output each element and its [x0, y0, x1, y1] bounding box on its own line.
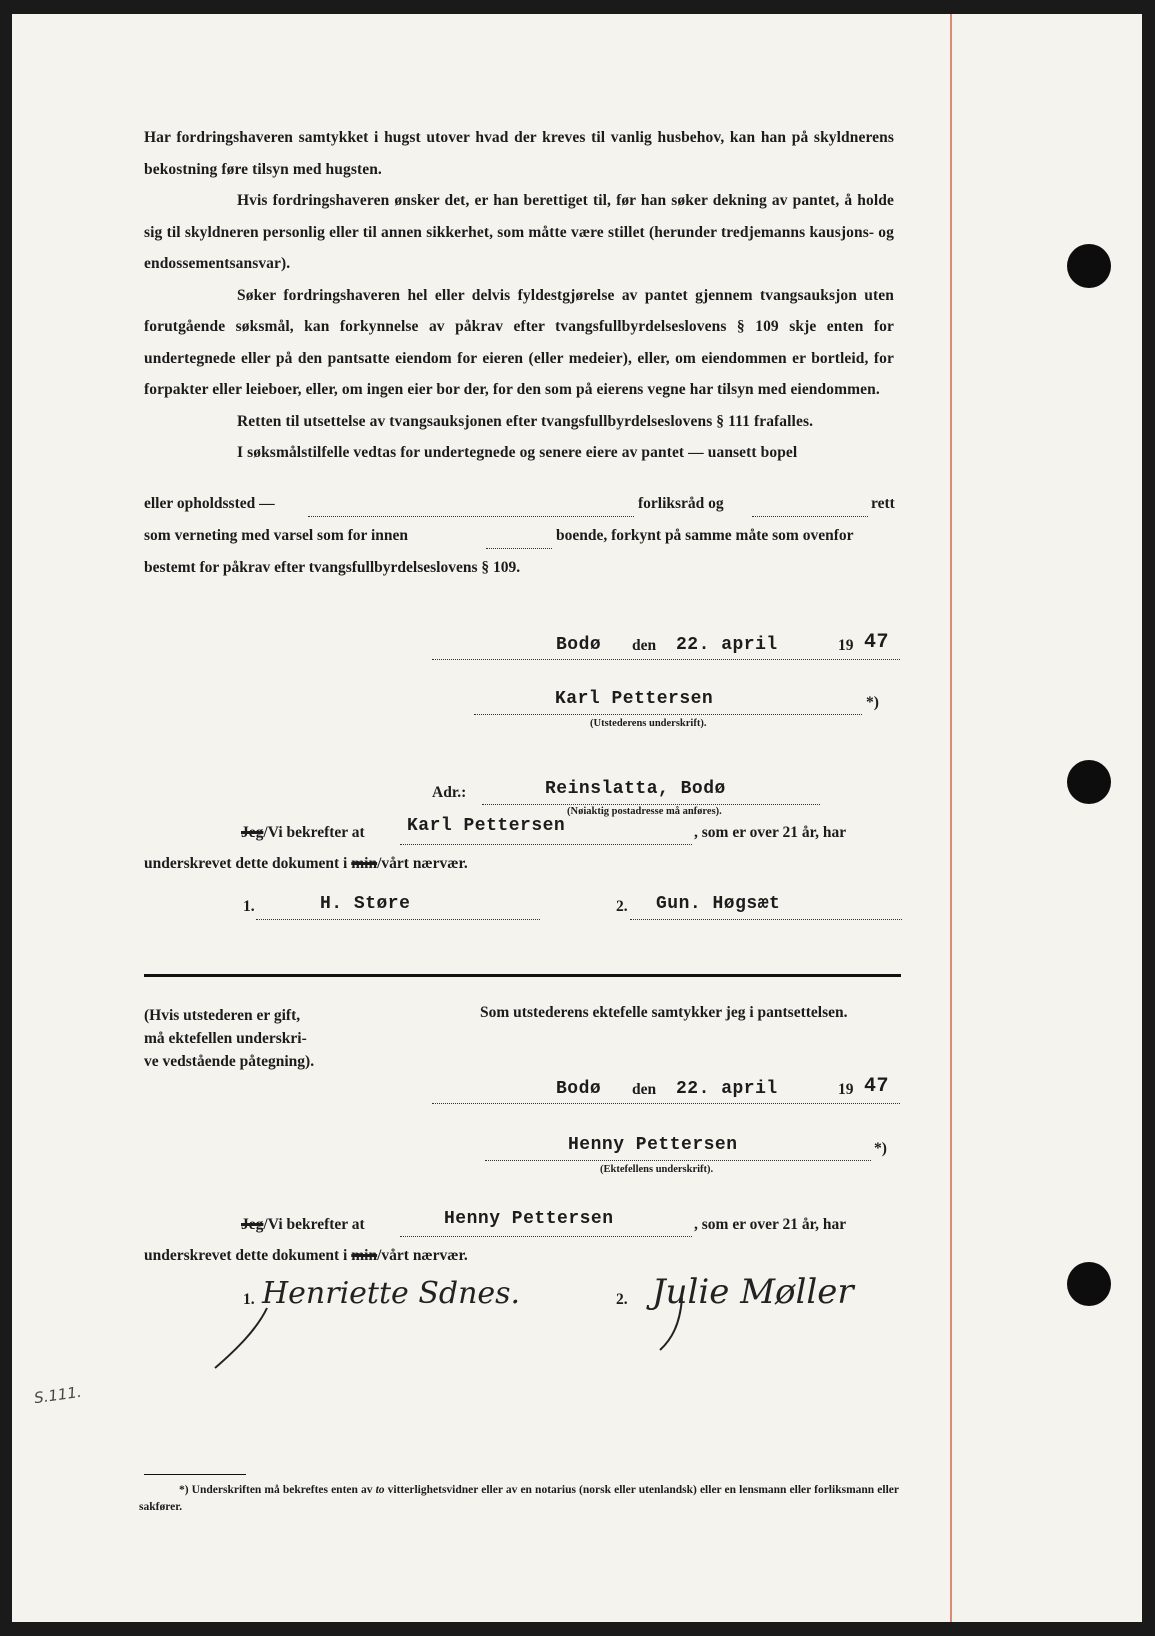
- struck-jeg: Jeg: [241, 824, 264, 841]
- witness1-line: [256, 919, 540, 920]
- struck-min: min: [351, 855, 378, 872]
- footnote: [139, 1482, 899, 1516]
- spouse-den-label: den: [632, 1081, 657, 1098]
- paragraph-tvangsauksjon: Søker fordringshaveren hel eller delvis fyldestgjørelse av pantet gjennem tvangsauksjon uten forutgående søksmål, kan forkynnelse av påkrav efter tvangsfullbyrdelseslovens § 109 skje enten for undertegnede eller på den pantsatte eiendom for eieren (eller medeier), eller, om eiendommen er bortleid, for forpakter eller leieboer, eller, om ingen eier bor der, for den som på eierens vegne har tilsyn med eiendommen.: [144, 286, 894, 398]
- spouse-footnote-mark: *): [874, 1140, 887, 1157]
- witness2-number: 2.: [616, 898, 628, 915]
- spouse-confirm-prefix: [241, 1216, 365, 1234]
- witness1-number: 1.: [243, 898, 255, 915]
- verneting-line2-b: boende, forkynt på samme måte som ovenfor: [556, 527, 854, 544]
- issuer-confirm-line: [400, 844, 692, 845]
- spouse-date-line: [432, 1103, 900, 1104]
- margin-pencil-note: S.111.: [32, 1382, 83, 1408]
- margin-rule: [950, 14, 952, 1622]
- body-text: [144, 122, 894, 469]
- paragraph-hugst: Har fordringshaveren samtykket i hugst utover hvad der kreves til vanlig husbehov, kan han på skyldnerens bekostning føre tilsyn med hugsten.: [144, 129, 894, 178]
- signature-flourish: [207, 1304, 277, 1374]
- line2-rest: /vårt nærvær.: [377, 855, 468, 872]
- issuer-footnote-mark: *): [866, 694, 879, 711]
- issuer-address: Reinslatta, Bodø: [545, 779, 726, 799]
- paragraph-personlig: Hvis fordringshaveren ønsker det, er han berettiget til, før han søker dekning av pantet, å holde sig til skyldneren personlig eller til annen sikkerhet, som måtte være stillet (herunder tredjemanns kausjons- og endossementsansvar).: [144, 192, 894, 272]
- line2-text: underskrevet dette dokument i: [144, 1247, 352, 1264]
- document-page: [12, 14, 1142, 1622]
- verneting-line3: bestemt for påkrav efter tvangsfullbyrdelseslovens § 109.: [144, 559, 521, 576]
- section-divider: [144, 974, 901, 977]
- paragraph-soksmal: I søksmålstilfelle vedtas for undertegnede og senere eiere av pantet — uansett bopel: [237, 444, 798, 461]
- punch-hole: [1067, 1262, 1111, 1306]
- footnote-italic: to: [375, 1484, 385, 1496]
- footnote-text-a: *) Underskriften må bekreftes enten av: [179, 1484, 376, 1496]
- address-caption: (Nøiaktig postadresse må anføres).: [567, 806, 722, 817]
- line2-text: underskrevet dette dokument i: [144, 855, 352, 872]
- witness1-name: H. Støre: [320, 894, 411, 914]
- spouse-witness1-number: 1.: [243, 1291, 255, 1308]
- spouse-witness2-signature: Julie Møller: [652, 1272, 854, 1312]
- spouse-witness1-signature: Henriette Sdnes.: [262, 1276, 521, 1311]
- spouse-date: 22. april: [676, 1079, 778, 1099]
- issuer-place: Bodø: [556, 635, 602, 655]
- spouse-witness2-number: 2.: [616, 1291, 628, 1308]
- witness2-line: [630, 919, 902, 920]
- punch-hole: [1067, 760, 1111, 804]
- spouse-note: [144, 1004, 314, 1073]
- spouse-name: Henny Pettersen: [568, 1135, 738, 1155]
- paragraph-utsettelse: Retten til utsettelse av tvangsauksjonen efter tvangsfullbyrdelseslovens § 111 frafalles.: [237, 412, 814, 430]
- witness2-name: Gun. Høgsæt: [656, 894, 781, 914]
- address-label: Adr.:: [432, 784, 467, 801]
- issuer-den-label: den: [632, 637, 657, 654]
- issuer-year-suffix: 47: [864, 631, 890, 654]
- punch-hole: [1067, 244, 1111, 288]
- spouse-note-line3: ve vedstående påtegning).: [144, 1053, 315, 1070]
- verneting-line1-b: forliksråd og: [638, 495, 724, 512]
- issuer-year-prefix: 19: [838, 637, 854, 654]
- issuer-date: 22. april: [676, 635, 778, 655]
- spouse-confirm-line2: [144, 1247, 468, 1265]
- rett-blank: [752, 516, 868, 517]
- footnote-rule: [144, 1474, 246, 1475]
- spouse-confirm-suffix: , som er over 21 år, har: [694, 1216, 847, 1233]
- verneting-line1-c: rett: [871, 495, 895, 512]
- spouse-year-suffix: 47: [864, 1075, 890, 1098]
- issuer-confirm-line2: [144, 855, 468, 873]
- issuer-confirm-suffix: , som er over 21 år, har: [694, 824, 847, 841]
- struck-min: min: [351, 1247, 378, 1264]
- forliksrad-blank: [308, 516, 634, 517]
- issuer-confirm-name: Karl Pettersen: [407, 816, 566, 836]
- address-line: [482, 804, 820, 805]
- spouse-consent: Som utstederens ektefelle samtykker jeg i pantsettelsen.: [480, 1004, 848, 1021]
- footnote-text-b: vitterlighetsvidner eller av en notarius (norsk eller utenlandsk) eller en lensmann eller forliksmann eller sakfører.: [139, 1484, 899, 1513]
- issuer-signature-line: [474, 714, 862, 715]
- signature-flourish: [652, 1294, 692, 1354]
- spouse-confirm-line: [400, 1236, 692, 1237]
- innen-blank: [486, 548, 552, 549]
- verneting-line2-a: som verneting med varsel som for innen: [144, 527, 409, 544]
- verneting-line1-a: eller opholdssted —: [144, 495, 275, 512]
- confirm-text: /Vi bekrefter at: [263, 824, 365, 841]
- spouse-signature-line: [485, 1160, 871, 1161]
- issuer-name: Karl Pettersen: [555, 689, 714, 709]
- issuer-confirm-prefix: [241, 824, 365, 842]
- spouse-year-prefix: 19: [838, 1081, 854, 1098]
- issuer-date-line: [432, 659, 900, 660]
- spouse-confirm-name: Henny Pettersen: [444, 1209, 614, 1229]
- struck-jeg: Jeg: [241, 1216, 264, 1233]
- confirm-text: /Vi bekrefter at: [263, 1216, 365, 1233]
- spouse-note-line1: (Hvis utstederen er gift,: [144, 1007, 301, 1024]
- line2-rest: /vårt nærvær.: [377, 1247, 468, 1264]
- spouse-note-line2: må ektefellen underskri-: [144, 1030, 307, 1047]
- spouse-place: Bodø: [556, 1079, 602, 1099]
- spouse-signature-caption: (Ektefellens underskrift).: [600, 1164, 714, 1175]
- issuer-signature-caption: (Utstederens underskrift).: [590, 718, 707, 729]
